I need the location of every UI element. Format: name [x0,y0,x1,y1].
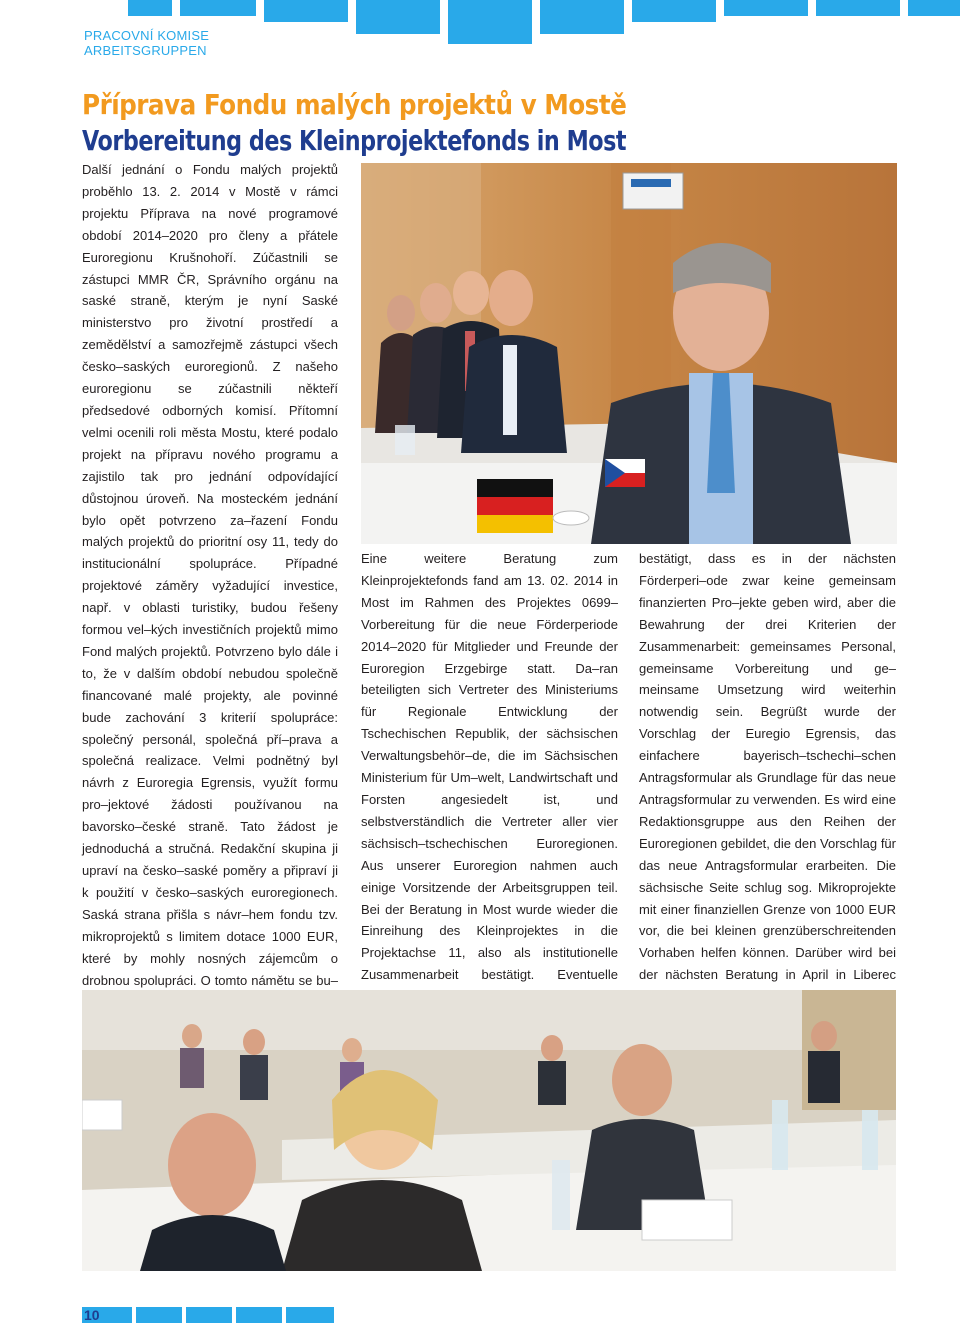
meeting-photo-bottom-illustration [82,990,896,1271]
footer-decoration-block [136,1307,182,1323]
article-title-de: Vorbereitung des Kleinprojektefonds in Most [82,124,627,157]
header-decoration-tab [632,0,716,22]
header-decoration-tab [724,0,808,16]
header-decoration-tab [448,0,532,44]
section-label-cz: PRACOVNÍ KOMISE [84,28,210,43]
article-text-de-column-2 [639,548,896,1052]
footer-decoration-block [286,1307,334,1323]
header-decoration-tab [180,0,256,16]
header-decoration-tab [816,0,900,16]
article-paragraph-de-1: Eine weitere Beratung zum Kleinprojektefonds fand am 13. 02. 2014 in Most im Rahmen des Projektes 0699–Vorbereitung für die neue Förderperiode 2014–2020 für Mitglieder und Freunde der Euroregion Erzgebirge statt. Da–ran beteiligten sich Vertreter des Ministeriums für Regionale Entwicklung der Tschechischen Republik, der sächsischen Verwaltungsbehör–de, die im Sächsischen Ministerium für Um–welt, Landwirtschaft und Forsten angesiedelt ist, und selbstverständlich die Vertreter aller vier sächsisch–tschechischen Euroregionen. Aus unserer Euroregion nahmen auch einige Vorsitzende der Arbeitsgruppen teil. Bei der Beratung in Most wurde wieder die Einreihung des Kleinprojektes in die Projektachse 11, also als institutionelle Zusammenarbeit bestätigt. Eventuelle [361,551,618,983]
article-title-cz: Příprava Fondu malých projektů v Mostě [82,88,627,121]
article-text-cz [82,159,338,1123]
header-decoration-tab [264,0,348,22]
section-label-de: ARBEITSGRUPPEN [84,43,207,58]
article-paragraph-cz: Další jednání o Fondu malých projektů proběhlo 13. 2. 2014 v Mostě v rámci projektu Příprava na nové programové období 2014–2020 pro členy a přátele Euroregionu Krušnohoří. Zúčastnili se zástupci MMR ČR, Správního orgánu na saské straně, kterým je nyní Saské ministerstvo pro životní prostředí a zemědělství a samozřejmě zástupci všech česko–saských euroregionů. Z našeho euroregionu se zúčastnili někteří předsedové odborných komisí. Přítomní velmi ocenili roli města Mostu, které podalo projekt na přípravu nového programu a zajistilo tak pro jednání odpovídající důstojnou úroveň. Na mosteckém jednání bylo opět potvrzeno za–řazení Fondu malých projektů do prioritní osy 11, tedy do institucionální spolupráce. Případné projektové záměry vyžadující investice, např. v oblasti turistiky, budou řešeny formou vel–kých investičních projektů mimo Fond malých projektů. Potvrzeno bylo dále i to, že v dalším období nebudou společně financované malé projekty, ale povinné bude zachování 3 kriterií spolupráce: společný personál, společná pří–prava a společná realizace. Velmi podnětný byl návrh z Euroregia Egrensis, využít formu pro–jektové žádosti používanou na bavorsko–české straně. Tato žádost je jednoduchá a stručná. Redakční skupina ji upraví na česko–saské poměry a připraví ji k použití v česko–saských euroregionech. Saská strana přišla s návr–hem fondu tzv. mikroprojektů s limitem dotace 1000 EUR, které by mohly nosných zájemcům o drobnou spolupráci. O tomto námětu se bu– [82,162,338,988]
header-decoration-tab [356,0,440,34]
meeting-photo-top-illustration [361,163,897,544]
footer-decoration-block [186,1307,232,1323]
header-decoration-tab [540,0,624,34]
header-decoration-tab [128,0,172,16]
footer-decoration-block [236,1307,282,1323]
article-text-de-column-1 [361,548,618,1052]
meeting-photo-top [361,163,897,544]
meeting-photo-bottom [82,990,896,1271]
section-label [84,28,209,58]
page-number: 10 [82,1307,132,1323]
article-paragraph-de-2: bestätigt, dass es in der nächsten Förderperi–ode zwar keine gemeinsam finanzierten Pro–jekte geben wird, aber die Bewahrung der drei Kriterien der Zusammenarbeit: gemeinsames Personal, gemeinsame Vorbereitung und ge–meinsame Umsetzung wird weiterhin notwendig sein. Begrüßt wurde der Vorschlag der Euregio Egrensis, das einfachere bayerisch–tschechi–schen Antragsformular als Grundlage für das neue Antragsformular zu verwenden. Es wird eine Redaktionsgruppe aus den Reihen der Euroregionen gebildet, die den Vorschlag für das neue Antragsformular erarbeiten. Die sächsische Seite schlug sog. Mikroprojekte mit einer finanziellen Grenze von 1000 EUR vor, die bei kleinen grenzüberschreitenden Vorhaben helfen können. Darüber wird bei der nächsten Beratung in April in Liberec [639,551,896,983]
header-decoration-tab [908,0,960,16]
